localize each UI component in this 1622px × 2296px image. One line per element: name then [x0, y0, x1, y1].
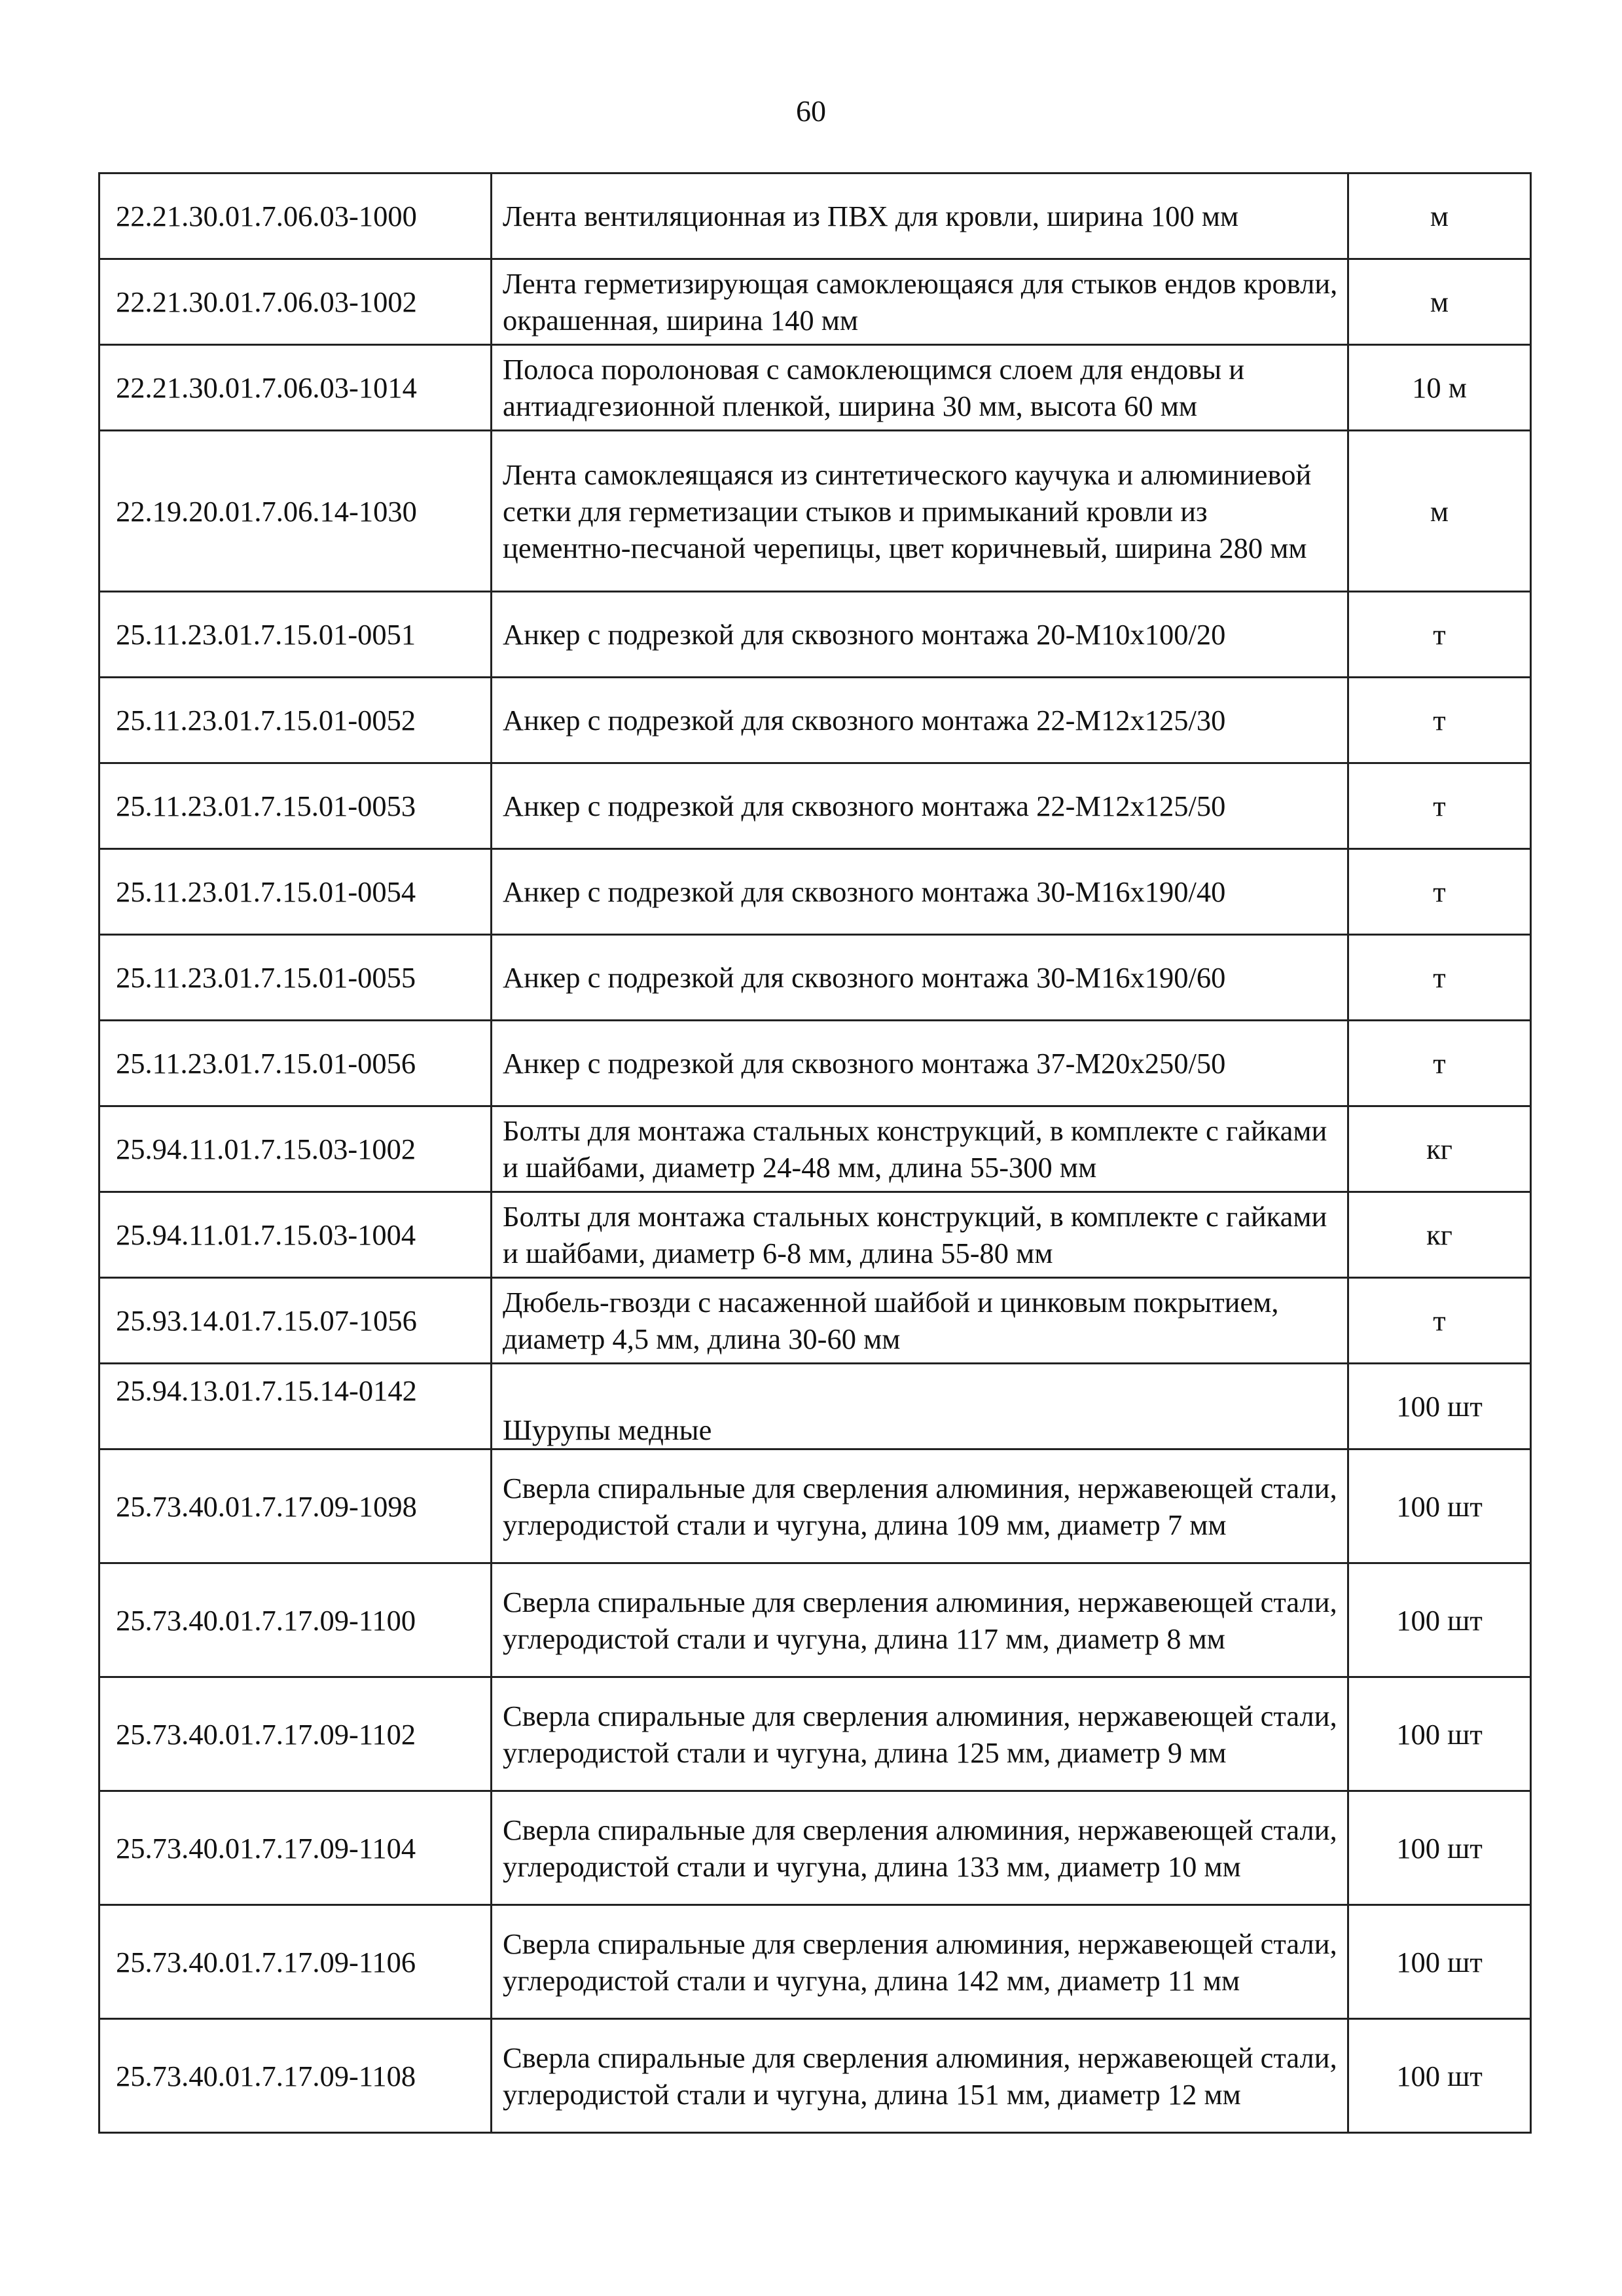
material-description: Анкер с подрезкой для сквозного монтажа 22-М12х125/50 [492, 763, 1348, 849]
table-row [99, 259, 1531, 345]
unit-of-measure: т [1348, 592, 1531, 678]
table-row [99, 1563, 1531, 1677]
material-description: Сверла спиральные для сверления алюминия, нержавеющей стали, углеродистой стали и чугуна, длина 117 мм, диаметр 8 мм [492, 1563, 1348, 1677]
material-description: Шурупы медные [492, 1364, 1348, 1449]
table-row [99, 173, 1531, 259]
material-code: 22.21.30.01.7.06.03-1002 [99, 259, 492, 345]
material-code: 25.11.23.01.7.15.01-0055 [99, 935, 492, 1021]
table-row [99, 2019, 1531, 2133]
materials-table [98, 172, 1532, 2134]
material-description: Лента герметизирующая самоклеющаяся для стыков ендов кровли, окрашенная, ширина 140 мм [492, 259, 1348, 345]
unit-of-measure: кг [1348, 1106, 1531, 1192]
table-row [99, 1677, 1531, 1791]
material-description: Анкер с подрезкой для сквозного монтажа 30-М16х190/40 [492, 849, 1348, 935]
unit-of-measure: 100 шт [1348, 1364, 1531, 1449]
table-row [99, 1791, 1531, 1905]
material-code: 25.73.40.01.7.17.09-1098 [99, 1449, 492, 1563]
material-code: 22.19.20.01.7.06.14-1030 [99, 431, 492, 592]
table-row [99, 763, 1531, 849]
material-description: Анкер с подрезкой для сквозного монтажа 20-М10х100/20 [492, 592, 1348, 678]
unit-of-measure: т [1348, 1021, 1531, 1106]
table-row [99, 849, 1531, 935]
material-description: Сверла спиральные для сверления алюминия, нержавеющей стали, углеродистой стали и чугуна, длина 142 мм, диаметр 11 мм [492, 1905, 1348, 2019]
table-row [99, 1192, 1531, 1278]
material-description: Болты для монтажа стальных конструкций, в комплекте с гайками и шайбами, диаметр 24-48 мм, длина 55-300 мм [492, 1106, 1348, 1192]
unit-of-measure: т [1348, 763, 1531, 849]
table-row [99, 678, 1531, 763]
material-description: Лента вентиляционная из ПВХ для кровли, ширина 100 мм [492, 173, 1348, 259]
unit-of-measure: 100 шт [1348, 1563, 1531, 1677]
material-code: 25.73.40.01.7.17.09-1106 [99, 1905, 492, 2019]
material-description: Лента самоклеящаяся из синтетического каучука и алюминиевой сетки для герметизации стыков и примыканий кровли из цементно-песчаной черепицы, цвет коричневый, ширина 280 мм [492, 431, 1348, 592]
material-description: Анкер с подрезкой для сквозного монтажа 22-М12х125/30 [492, 678, 1348, 763]
unit-of-measure: м [1348, 259, 1531, 345]
material-code: 25.94.11.01.7.15.03-1002 [99, 1106, 492, 1192]
table-row [99, 1364, 1531, 1449]
table-row [99, 1905, 1531, 2019]
material-code: 25.93.14.01.7.15.07-1056 [99, 1278, 492, 1364]
table-row [99, 1449, 1531, 1563]
unit-of-measure: 10 м [1348, 345, 1531, 431]
material-code: 25.11.23.01.7.15.01-0053 [99, 763, 492, 849]
material-code: 25.11.23.01.7.15.01-0052 [99, 678, 492, 763]
unit-of-measure: 100 шт [1348, 1449, 1531, 1563]
material-code: 25.94.11.01.7.15.03-1004 [99, 1192, 492, 1278]
unit-of-measure: т [1348, 1278, 1531, 1364]
material-code: 25.11.23.01.7.15.01-0056 [99, 1021, 492, 1106]
material-code: 22.21.30.01.7.06.03-1000 [99, 173, 492, 259]
table-row [99, 1106, 1531, 1192]
unit-of-measure: м [1348, 431, 1531, 592]
unit-of-measure: т [1348, 849, 1531, 935]
table-row [99, 431, 1531, 592]
table-row [99, 1021, 1531, 1106]
material-code: 25.73.40.01.7.17.09-1104 [99, 1791, 492, 1905]
material-description: Дюбель-гвозди с насаженной шайбой и цинковым покрытием, диаметр 4,5 мм, длина 30-60 мм [492, 1278, 1348, 1364]
unit-of-measure: м [1348, 173, 1531, 259]
material-code: 25.11.23.01.7.15.01-0051 [99, 592, 492, 678]
unit-of-measure: 100 шт [1348, 1905, 1531, 2019]
unit-of-measure: т [1348, 935, 1531, 1021]
material-code: 25.73.40.01.7.17.09-1100 [99, 1563, 492, 1677]
material-description: Сверла спиральные для сверления алюминия, нержавеющей стали, углеродистой стали и чугуна, длина 125 мм, диаметр 9 мм [492, 1677, 1348, 1791]
material-description: Анкер с подрезкой для сквозного монтажа 30-М16х190/60 [492, 935, 1348, 1021]
material-code: 25.73.40.01.7.17.09-1102 [99, 1677, 492, 1791]
unit-of-measure: 100 шт [1348, 1677, 1531, 1791]
material-description: Анкер с подрезкой для сквозного монтажа 37-М20х250/50 [492, 1021, 1348, 1106]
unit-of-measure: т [1348, 678, 1531, 763]
table-row [99, 935, 1531, 1021]
page-number: 60 [796, 94, 826, 128]
material-description: Сверла спиральные для сверления алюминия, нержавеющей стали, углеродистой стали и чугуна, длина 151 мм, диаметр 12 мм [492, 2019, 1348, 2133]
material-code: 25.73.40.01.7.17.09-1108 [99, 2019, 492, 2133]
material-description: Болты для монтажа стальных конструкций, в комплекте с гайками и шайбами, диаметр 6-8 мм, длина 55-80 мм [492, 1192, 1348, 1278]
material-code: 25.11.23.01.7.15.01-0054 [99, 849, 492, 935]
material-code: 22.21.30.01.7.06.03-1014 [99, 345, 492, 431]
material-description: Сверла спиральные для сверления алюминия, нержавеющей стали, углеродистой стали и чугуна, длина 133 мм, диаметр 10 мм [492, 1791, 1348, 1905]
material-description: Сверла спиральные для сверления алюминия, нержавеющей стали, углеродистой стали и чугуна, длина 109 мм, диаметр 7 мм [492, 1449, 1348, 1563]
material-description: Полоса поролоновая с самоклеющимся слоем для ендовы и антиадгезионной пленкой, ширина 30 мм, высота 60 мм [492, 345, 1348, 431]
table-row [99, 1278, 1531, 1364]
table-row [99, 592, 1531, 678]
material-code: 25.94.13.01.7.15.14-0142 [99, 1364, 492, 1449]
table-row [99, 345, 1531, 431]
unit-of-measure: кг [1348, 1192, 1531, 1278]
unit-of-measure: 100 шт [1348, 2019, 1531, 2133]
unit-of-measure: 100 шт [1348, 1791, 1531, 1905]
